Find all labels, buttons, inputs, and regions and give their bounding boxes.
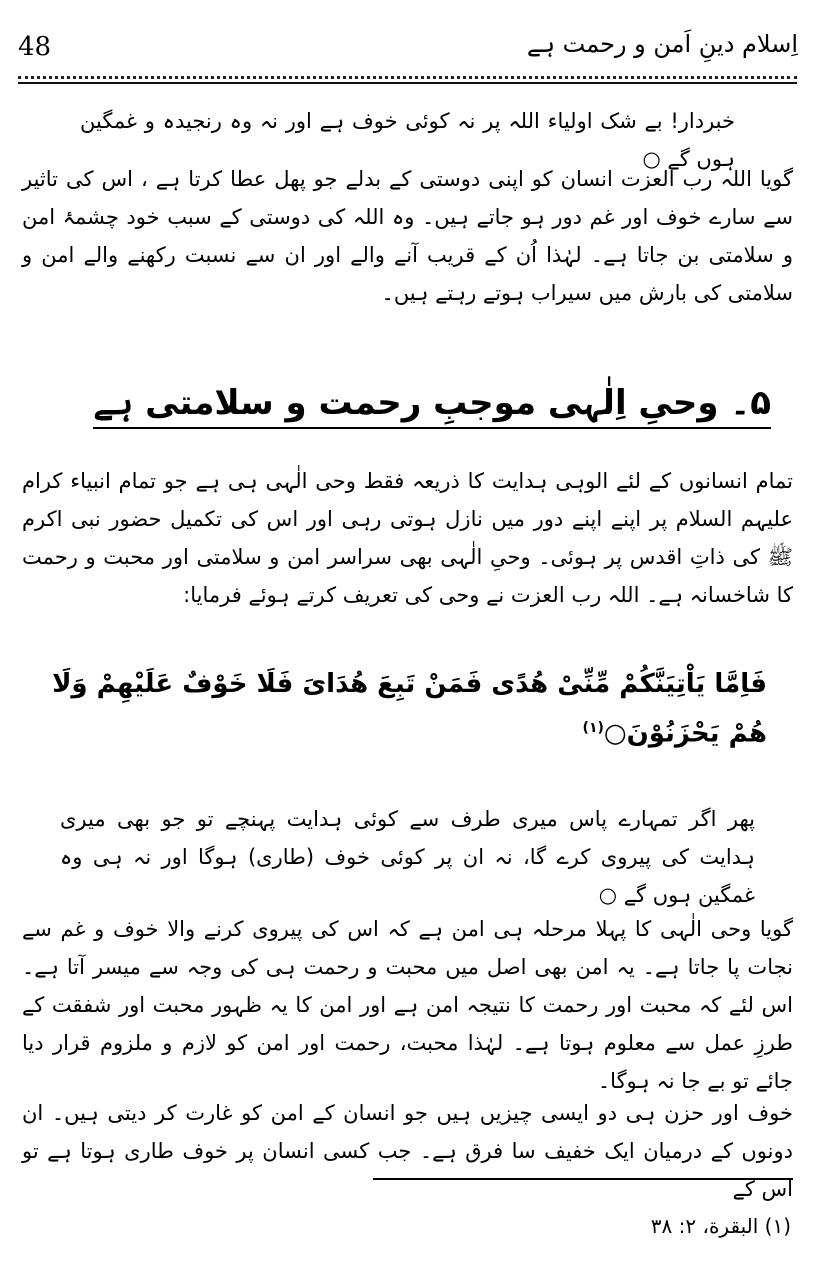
paragraph-khabardar: خبردار! بے شک اولیاء اللہ پر نہ کوئی خوف ہے اور نہ وہ رنجیدہ و غمگین ہوں گے ○ [80,109,735,171]
paragraph-khauf: خوف اور حزن ہی دو ایسی چیزیں ہیں جو انسان کے امن کو غارت کر دیتی ہیں۔ ان دونوں کے درمیان ایک خفیف سا فرق ہے۔ جب کسی انسان پر خوف طاری ہوتا ہے تو اس کے [22,1101,793,1201]
header-solid-rule [18,82,797,84]
footnote: (۱) البقرة، ۲: ۳۸ [650,1214,791,1238]
quran-verse-text: فَاِمَّا یَاْتِیَنَّکُمْ مِّنِّیْ هُدًی فَمَنْ تَبِعَ هُدَایَ فَلَا خَوْفٌ عَلَیْهِمْ وَلَا هُمْ یَحْزَنُوْنَ○ [52,669,767,749]
paragraph-goya-1: گویا اللہ رب العزت انسان کو اپنی دوستی کے بدلے جو پھل عطا کرتا ہے ، اس کی تاثیر سے سارے خوف اور غم دور ہو جاتے ہیں۔ وہ اللہ کی دوستی کے سبب خود چشمۂ امن و سلامتی بن جاتا ہے۔ لہٰذا اُن کے قریب آنے والے اور ان سے نسبت رکھنے والے امن و سلامتی کی بارش میں سیراب ہوتے رہتے ہیں۔ [22,167,793,305]
page-header [18,26,798,78]
section-heading: ۵۔ وحیِ اِلٰہی موجبِ رحمت و سلامتی ہے [93,382,771,429]
header-dotted-rule [18,76,797,79]
page-number: 48 [18,32,52,62]
paragraph-tamam: تمام انسانوں کے لئے الوہی ہدایت کا ذریعہ فقط وحی الٰہی ہی ہے جو تمام انبیاء کرام علیہم السلام پر اپنے اپنے دور میں نازل ہوتی رہی اور اس کی تکمیل حضور نبی اکرم ﷺ کی ذاتِ اقدس پر ہوئی۔ وحیِ الٰہی بھی سراسر امن و سلامتی اور محبت و رحمت کا شاخسانہ ہے۔ اللہ رب العزت نے وحی کی تعریف کرتے ہوئے فرمایا: [22,469,793,607]
running-title: اِسلام دینِ اَمن و رحمت ہے [526,30,798,58]
verse-translation: پھر اگر تمہارے پاس میری طرف سے کوئی ہدایت پہنچے تو جو بھی میری ہدایت کی پیروی کرے گا، نہ ان پر کوئی خوف (طاری) ہوگا اور نہ ہی وہ غمگین ہوں گے ○ [60,807,755,907]
footnote-reference: (۱) [582,720,604,736]
footnote-rule [373,1178,793,1180]
paragraph-goya-2: گویا وحی الٰہی کا پہلا مرحلہ ہی امن ہے کہ اس کی پیروی کرنے والا خوف و غم سے نجات پا جاتا ہے۔ یہ امن بھی اصل میں محبت و رحمت ہی کی وجہ سے میسر آتا ہے۔ اس لئے کہ محبت اور رحمت کا نتیجہ امن ہے اور امن کا یہ ظہور محبت اور شفقت کے طرزِ عمل سے معلوم ہوتا ہے۔ لہٰذا محبت، رحمت اور امن کو لازم و ملزوم قرار دیا جائے تو بے جا نہ ہوگا۔ [22,917,793,1093]
quran-verse [48,662,767,756]
